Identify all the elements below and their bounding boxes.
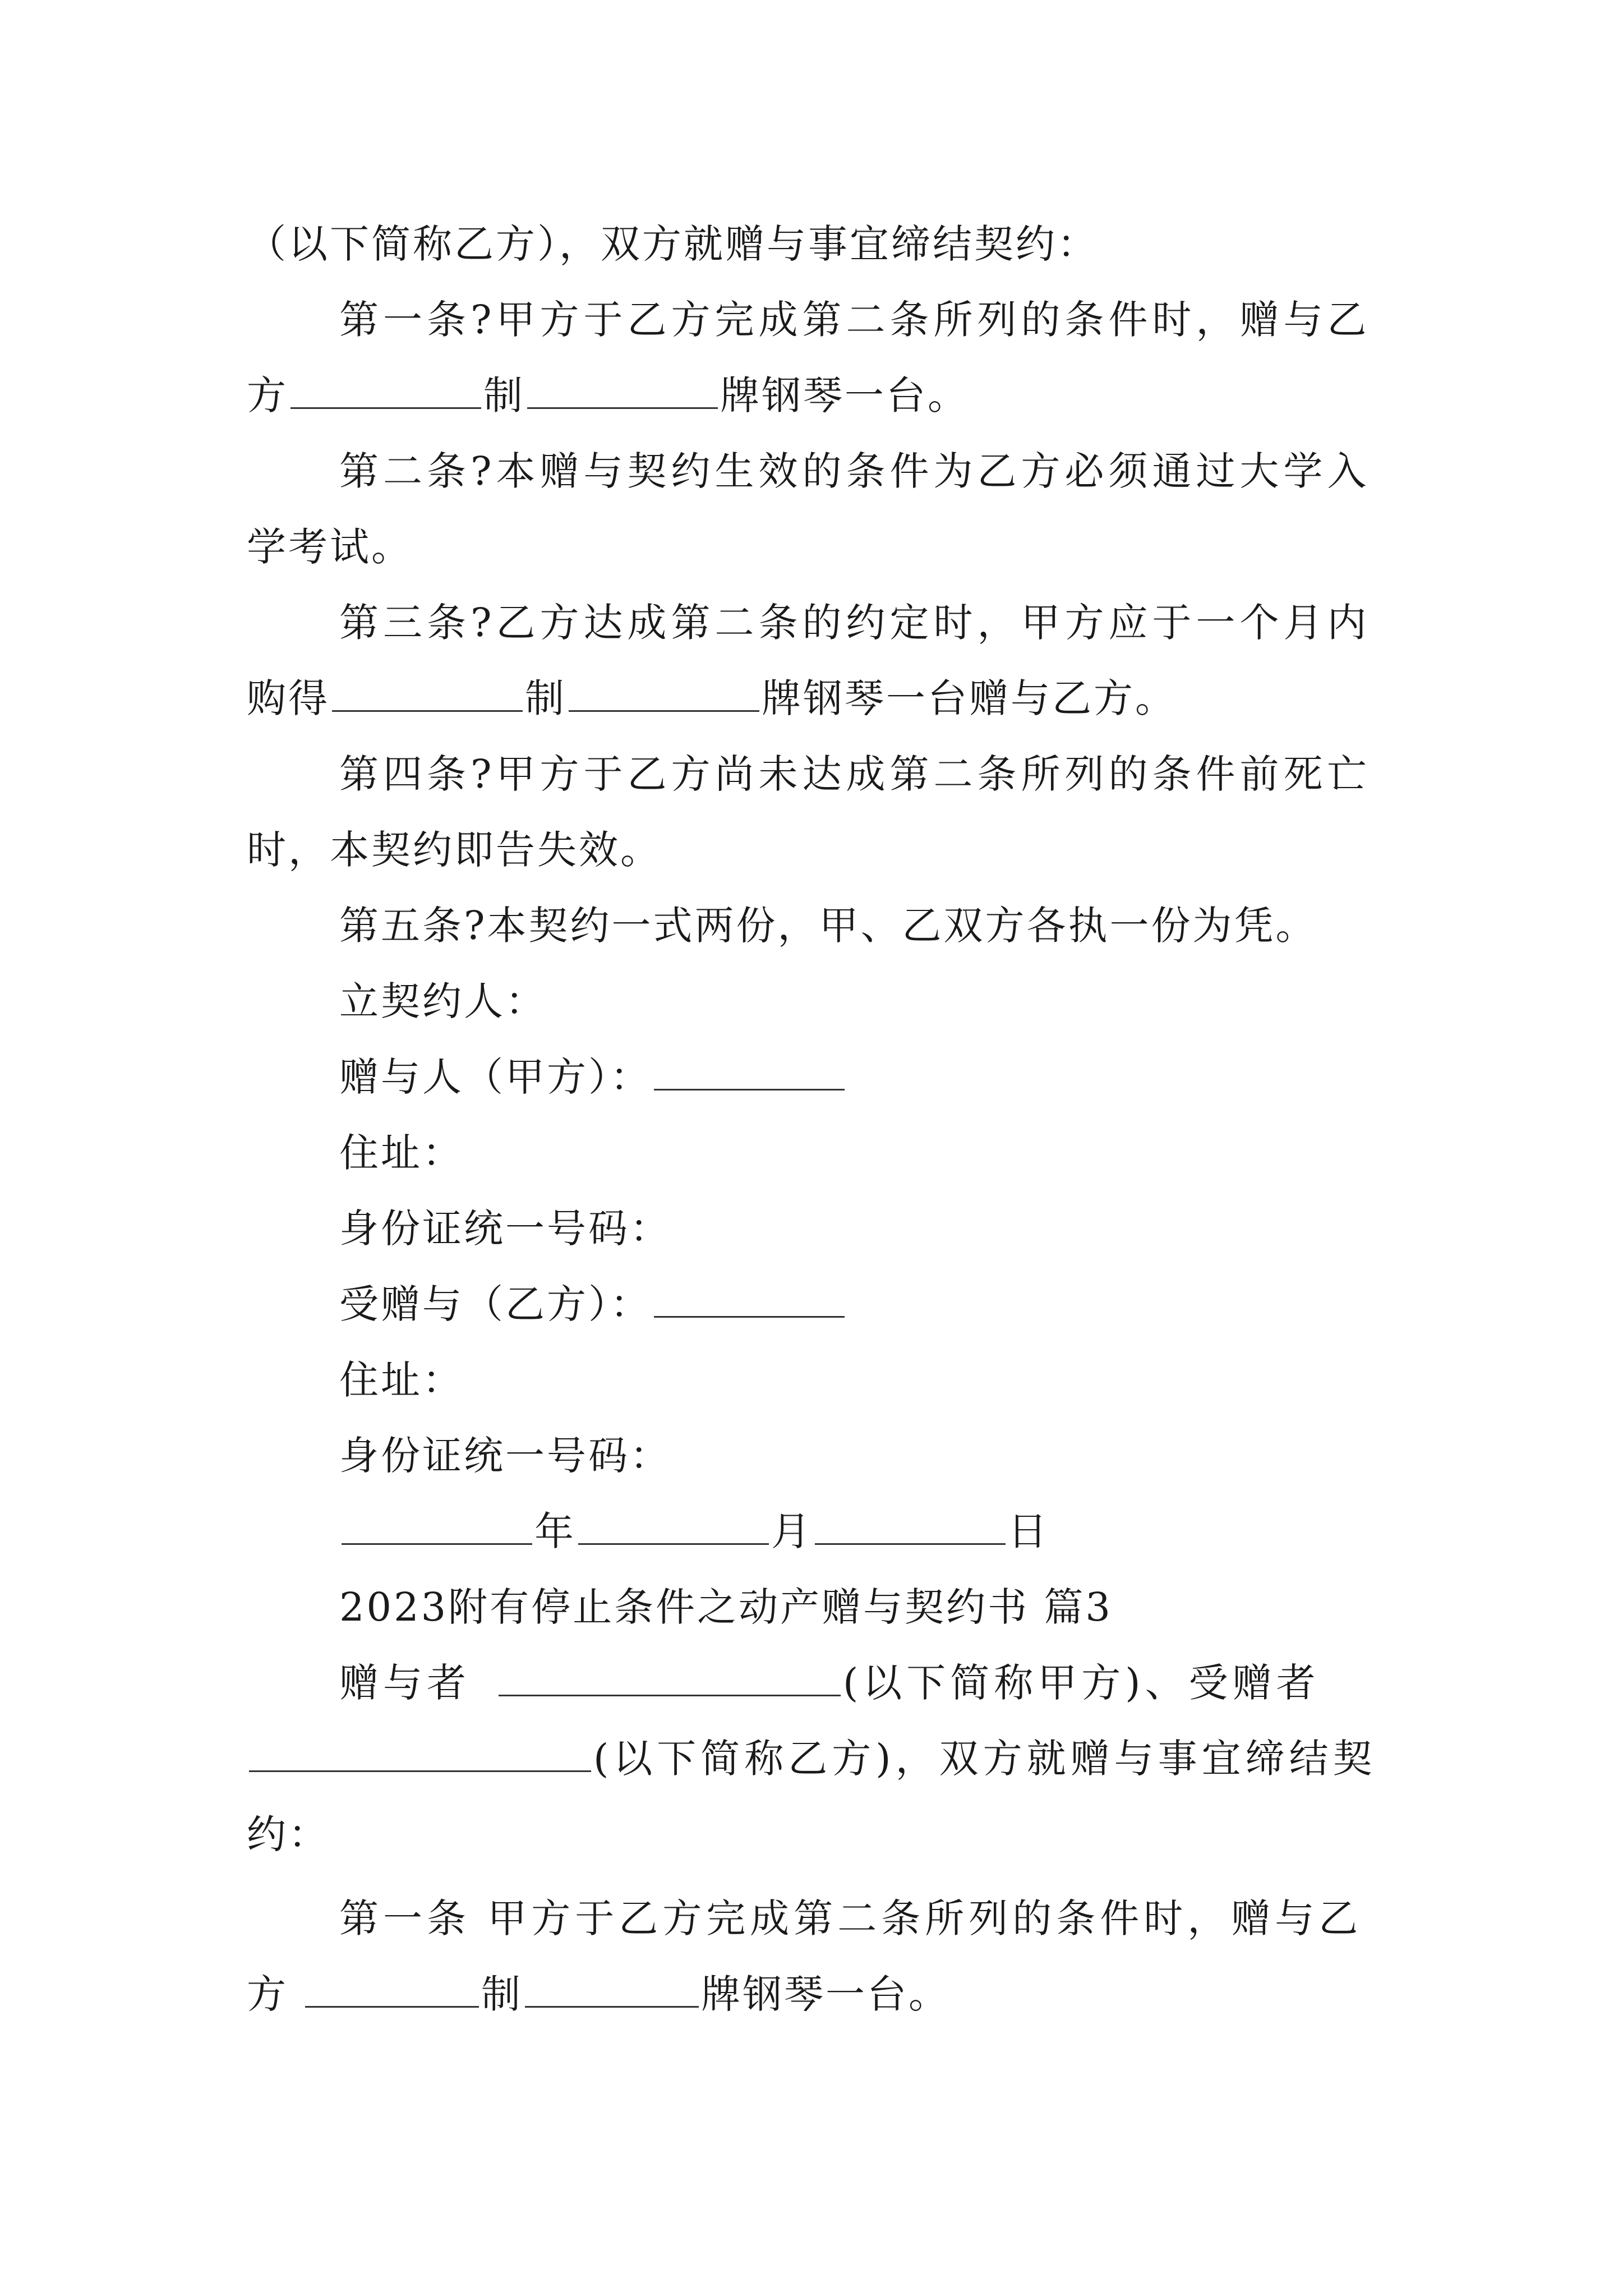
fill-blank (249, 1736, 591, 1772)
donee-line (339, 1276, 1483, 1332)
line-text: 制 (483, 372, 525, 418)
fill-blank (525, 1971, 699, 2008)
line-text: 购得 (247, 675, 330, 721)
fill-blank (654, 1054, 845, 1091)
contract-3-article-1-line-2 (247, 1966, 1391, 2022)
line-text: 2023附有停止条件之动产赠与契约书 篇3 (339, 1584, 1113, 1630)
line-text: 牌钢琴一台赠与乙方。 (762, 675, 1177, 721)
article-1-line-1 (339, 292, 1483, 348)
fill-blank (499, 1660, 841, 1696)
line-text: 年 (534, 1508, 576, 1554)
contract-3-article-1-line-1 (339, 1890, 1483, 1947)
article-2-line-2 (247, 519, 1391, 575)
contract-3-intro-line-2 (247, 1731, 1391, 1787)
line-text: 赠与者 (339, 1660, 471, 1706)
line-text: 赠与人（甲方）： (339, 1054, 652, 1100)
fill-blank (291, 372, 481, 409)
line-text: 方 (247, 372, 288, 418)
line-text: 学考试。 (247, 524, 413, 570)
line-text: 受赠与（乙方）： (339, 1281, 652, 1327)
article-4-line-2 (247, 822, 1391, 878)
donor-line (339, 1049, 1483, 1105)
line-text: 日 (1008, 1508, 1049, 1554)
line-text: 住址： (339, 1357, 464, 1403)
fill-blank (815, 1508, 1006, 1545)
fill-blank (578, 1508, 769, 1545)
fill-blank (342, 1508, 532, 1545)
article-5 (339, 898, 1483, 954)
line-text: 约： (247, 1811, 330, 1857)
contract-3-intro-line-1 (339, 1655, 1483, 1711)
line-text: 第一条 甲方于乙方完成第二条所列的条件时，赠与乙 (339, 1895, 1363, 1941)
line-text: 立契约人： (339, 978, 547, 1024)
donor-id (339, 1200, 1483, 1257)
article-3-line-2 (247, 670, 1391, 726)
line-text: 身份证统一号码： (339, 1433, 671, 1479)
fill-blank (569, 675, 759, 712)
line-text: 第一条?甲方于乙方完成第二条所列的条件时，赠与乙 (339, 297, 1371, 343)
parties-heading (339, 973, 1483, 1029)
donee-id (339, 1428, 1483, 1484)
article-1-line-2 (247, 367, 1391, 424)
donee-address (339, 1352, 1483, 1408)
line-text: 第五条?本契约一式两份，甲、乙双方各执一份为凭。 (339, 903, 1317, 949)
line-text: (以下简称乙方)，双方就赠与事宜缔结契 (593, 1736, 1377, 1782)
line-text: 牌钢琴一台。 (701, 1971, 950, 2017)
line-text: （以下简称乙方），双方就赠与事宜缔结契约： (247, 221, 1099, 267)
fill-blank (305, 1971, 479, 2008)
line-text: 第四条?甲方于乙方尚未达成第二条所列的条件前死亡 (339, 751, 1371, 797)
line-text: 月 (771, 1508, 813, 1554)
contract-3-intro-line-3 (247, 1806, 1391, 1862)
text-line (247, 216, 1391, 272)
line-text: 住址： (339, 1130, 464, 1176)
article-2-line-1 (339, 443, 1483, 499)
line-text: 第三条?乙方达成第二条的约定时，甲方应于一个月内 (339, 600, 1371, 646)
line-text: 身份证统一号码： (339, 1205, 671, 1251)
donor-address (339, 1125, 1483, 1181)
line-text: 制 (481, 1971, 523, 2017)
line-text: 方 (247, 1971, 288, 2017)
line-text: (以下简称甲方)、受赠者 (843, 1660, 1320, 1706)
fill-blank (654, 1281, 845, 1318)
section-heading (339, 1579, 1483, 1635)
line-text: 时，本契约即告失效。 (247, 827, 662, 873)
line-text: 牌钢琴一台。 (720, 372, 969, 418)
fill-blank (332, 675, 523, 712)
fill-blank (527, 372, 718, 409)
date-line (339, 1503, 1483, 1559)
article-3-line-1 (339, 595, 1483, 651)
line-text: 制 (525, 675, 566, 721)
line-text: 第二条?本赠与契约生效的条件为乙方必须通过大学入 (339, 448, 1371, 494)
article-4-line-1 (339, 746, 1483, 802)
